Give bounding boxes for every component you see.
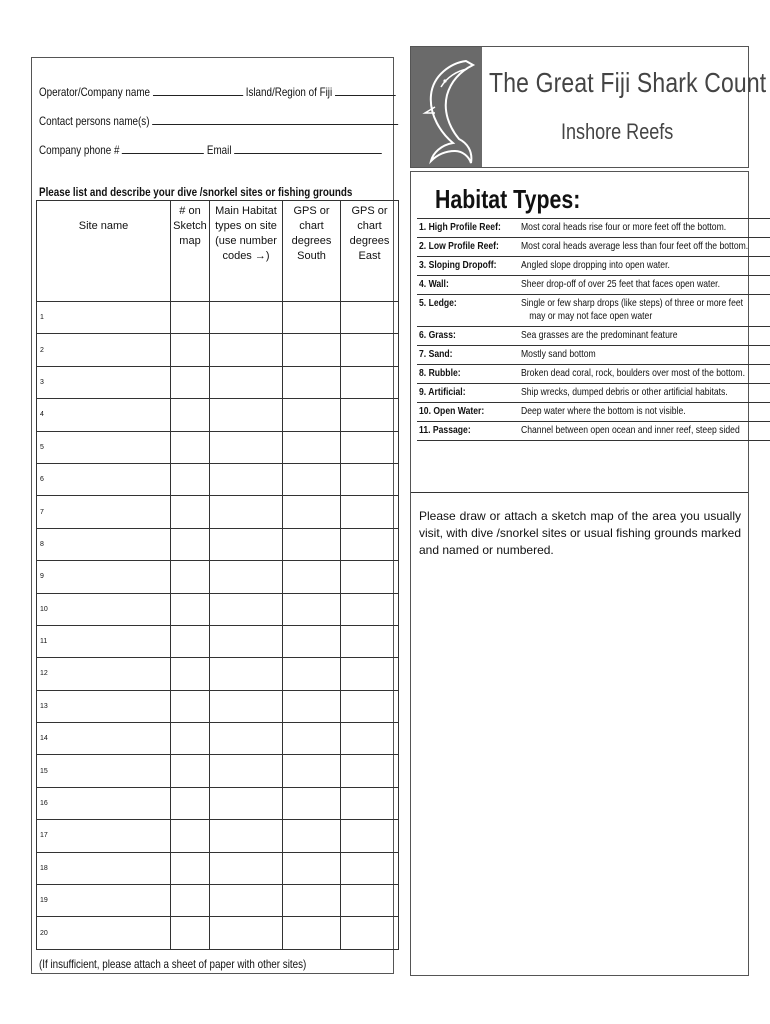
site-name-cell[interactable] [37,755,171,787]
row-number: 1 [40,314,44,322]
row-number: 10 [40,605,48,613]
habitat-code-cell[interactable] [210,787,283,819]
sketch-number-cell[interactable] [171,917,210,949]
habitat-row [417,384,770,403]
row-number: 18 [40,864,48,872]
gps-east-cell[interactable] [341,593,399,625]
row-number: 4 [40,411,44,419]
site-name-cell[interactable] [37,885,171,917]
site-row [37,431,399,463]
gps-south-cell[interactable] [283,334,341,366]
row-number: 20 [40,929,48,937]
gps-south-cell[interactable] [283,820,341,852]
habitat-code-cell[interactable] [210,625,283,657]
operator-label: Operator/Company name [39,85,151,99]
col-habitat-types: Main Habitat types on site (use number codes →) [210,201,283,302]
habitat-term: 3. Sloping Dropoff: [419,259,497,271]
sketch-number-cell[interactable] [171,496,210,528]
gps-south-cell[interactable] [283,625,341,657]
habitat-code-cell[interactable] [210,690,283,722]
row-number: 12 [40,670,48,678]
shark-logo-icon [411,47,482,167]
habitat-term: 6. Grass: [419,329,456,341]
habitat-term: 4. Wall: [419,278,449,290]
row-number: 6 [40,476,44,484]
contact-field[interactable] [152,114,398,125]
site-row [37,561,399,593]
habitat-term: 11. Passage: [419,424,471,436]
habitat-code-cell[interactable] [210,917,283,949]
row-number: 7 [40,508,44,516]
gps-south-cell[interactable] [283,431,341,463]
sites-heading: Please list and describe your dive /snorkel sites or fishing grounds [39,185,353,199]
gps-east-cell[interactable] [341,917,399,949]
habitat-row [417,257,770,276]
sketch-number-cell[interactable] [171,690,210,722]
site-name-cell[interactable] [37,302,171,334]
sketch-number-cell[interactable] [171,561,210,593]
habitat-row [417,403,770,422]
habitat-panel [410,171,749,976]
site-name-cell[interactable] [37,496,171,528]
row-number: 19 [40,897,48,905]
habitat-code-cell[interactable] [210,302,283,334]
phone-label: Company phone # [39,143,120,157]
site-row [37,917,399,949]
sketch-number-cell[interactable] [171,852,210,884]
phone-email-line [39,143,457,157]
sketch-number-cell[interactable] [171,593,210,625]
site-row [37,366,399,398]
habitat-code-cell[interactable] [210,431,283,463]
habitat-table [417,218,770,441]
habitat-term: 9. Artificial: [419,386,466,398]
habitat-code-cell[interactable] [210,852,283,884]
habitat-row [417,238,770,257]
habitat-code-cell[interactable] [210,334,283,366]
habitat-code-cell[interactable] [210,658,283,690]
gps-south-cell[interactable] [283,528,341,560]
gps-east-cell[interactable] [341,658,399,690]
gps-east-cell[interactable] [341,463,399,495]
row-number: 14 [40,735,48,743]
gps-east-cell[interactable] [341,561,399,593]
gps-east-cell[interactable] [341,755,399,787]
sketch-number-cell[interactable] [171,820,210,852]
sketch-number-cell[interactable] [171,723,210,755]
habitat-term: 2. Low Profile Reef: [419,240,499,252]
habitat-term: 1. High Profile Reef: [419,221,501,233]
gps-east-cell[interactable] [341,723,399,755]
habitat-code-cell[interactable] [210,366,283,398]
habitat-row [417,346,770,365]
site-row [37,658,399,690]
sketch-number-cell[interactable] [171,399,210,431]
site-row [37,755,399,787]
brand-subtitle: Inshore Reefs [561,119,674,144]
habitat-code-cell[interactable] [210,885,283,917]
site-row [37,334,399,366]
site-name-cell[interactable] [37,820,171,852]
row-number: 11 [40,638,48,646]
site-row [37,399,399,431]
habitat-description: Broken dead coral, rock, boulders over most of the bottom. [520,367,745,379]
site-row [37,723,399,755]
habitat-code-cell[interactable] [210,820,283,852]
gps-south-cell[interactable] [283,399,341,431]
sites-table-header [37,201,399,302]
habitat-code-cell[interactable] [210,593,283,625]
gps-south-cell[interactable] [283,723,341,755]
sketch-number-cell[interactable] [171,755,210,787]
site-name-cell[interactable] [37,334,171,366]
habitat-row [417,365,770,384]
gps-south-cell[interactable] [283,496,341,528]
site-row [37,463,399,495]
gps-south-cell[interactable] [283,852,341,884]
gps-south-cell[interactable] [283,917,341,949]
gps-south-cell[interactable] [283,561,341,593]
col-site-name: Site name [37,201,171,302]
site-name-cell[interactable] [37,561,171,593]
gps-east-cell[interactable] [341,820,399,852]
site-name-cell[interactable] [37,852,171,884]
habitat-description: Sea grasses are the predominant feature [520,329,678,341]
gps-south-cell[interactable] [283,463,341,495]
site-name-cell[interactable] [37,399,171,431]
gps-east-cell[interactable] [341,625,399,657]
gps-east-cell[interactable] [341,787,399,819]
site-row [37,496,399,528]
gps-south-cell[interactable] [283,755,341,787]
habitat-code-cell[interactable] [210,528,283,560]
gps-east-cell[interactable] [341,399,399,431]
gps-east-cell[interactable] [341,366,399,398]
habitat-term: 7. Sand: [419,348,453,360]
sketch-number-cell[interactable] [171,625,210,657]
site-name-cell[interactable] [37,366,171,398]
site-row [37,690,399,722]
sites-table [36,200,399,950]
habitat-description: Angled slope dropping into open water. [520,259,670,271]
habitat-description: Sheer drop-off of over 25 feet that faces open water. [520,278,720,290]
sketch-number-cell[interactable] [171,302,210,334]
site-name-cell[interactable] [37,528,171,560]
island-label: Island/Region of Fiji [245,85,333,99]
sketch-number-cell[interactable] [171,528,210,560]
row-number: 5 [40,443,44,451]
email-label: Email [206,143,232,157]
row-number: 13 [40,702,48,710]
gps-south-cell[interactable] [283,658,341,690]
sketch-number-cell[interactable] [171,463,210,495]
row-number: 8 [40,540,44,548]
gps-east-cell[interactable] [341,528,399,560]
site-name-cell[interactable] [37,463,171,495]
site-row [37,885,399,917]
site-name-cell[interactable] [37,723,171,755]
col-gps-south: GPS or chart degrees South [283,201,341,302]
habitat-row [417,327,770,346]
site-list-panel [31,57,394,974]
gps-south-cell[interactable] [283,690,341,722]
operator-field[interactable] [153,85,243,96]
gps-east-cell[interactable] [341,496,399,528]
habitat-code-cell[interactable] [210,496,283,528]
gps-east-cell[interactable] [341,431,399,463]
site-row [37,787,399,819]
gps-south-cell[interactable] [283,302,341,334]
site-row [37,820,399,852]
sketch-number-cell[interactable] [171,658,210,690]
gps-south-cell[interactable] [283,885,341,917]
habitat-description: Most coral heads rise four or more feet off the bottom. [520,221,726,233]
habitat-row [417,276,770,295]
email-field[interactable] [234,143,382,154]
row-number: 9 [40,573,44,581]
brand-title: The Great Fiji Shark Count [489,67,767,98]
habitat-row [417,219,770,238]
col-sketch-number: # on Sketch map [171,201,210,302]
habitat-row [417,295,770,327]
habitat-code-cell[interactable] [210,723,283,755]
site-row [37,625,399,657]
sketch-number-cell[interactable] [171,431,210,463]
habitat-description: Mostly sand bottom [520,348,596,360]
gps-south-cell[interactable] [283,787,341,819]
habitat-term: 5. Ledge: [419,297,457,309]
habitat-code-cell[interactable] [210,561,283,593]
operator-island-line [39,85,474,99]
row-number: 3 [40,378,44,386]
sketch-number-cell[interactable] [171,885,210,917]
site-name-cell[interactable] [37,625,171,657]
habitat-row [417,422,770,441]
gps-east-cell[interactable] [341,885,399,917]
habitat-code-cell[interactable] [210,463,283,495]
island-field[interactable] [335,85,396,96]
gps-east-cell[interactable] [341,334,399,366]
gps-east-cell[interactable] [341,852,399,884]
site-name-cell[interactable] [37,917,171,949]
site-row [37,528,399,560]
sites-footnote: (If insufficient, please attach a sheet of paper with other sites) [39,957,307,971]
habitat-description: Ship wrecks, dumped debris or other artificial habitats. [520,386,728,398]
site-name-cell[interactable] [37,787,171,819]
habitat-code-cell[interactable] [210,399,283,431]
habitat-description: Most coral heads average less than four feet off the bottom. [520,240,748,252]
logo-block [411,47,482,167]
row-number: 15 [40,767,48,775]
site-row [37,302,399,334]
gps-east-cell[interactable] [341,302,399,334]
row-number: 16 [40,800,48,808]
gps-south-cell[interactable] [283,366,341,398]
sketch-number-cell[interactable] [171,334,210,366]
habitat-description-cont: may or may not face open water [528,310,652,322]
gps-south-cell[interactable] [283,593,341,625]
habitat-code-cell[interactable] [210,755,283,787]
habitat-description: Channel between open ocean and inner reef, steep sided [520,424,740,436]
contact-label: Contact persons name(s) [39,114,150,128]
gps-east-cell[interactable] [341,690,399,722]
site-name-cell[interactable] [37,690,171,722]
col-gps-east: GPS or chart degrees East [341,201,399,302]
sketch-number-cell[interactable] [171,366,210,398]
site-row [37,593,399,625]
habitat-term: 10. Open Water: [419,405,485,417]
sites-table-body [37,302,399,950]
site-name-cell[interactable] [37,658,171,690]
sketch-instructions: Please draw or attach a sketch map of the area you usually visit, with dive /snorkel sites or usual fishing grounds marked and named or numbered. [419,509,741,557]
row-number: 17 [40,832,48,840]
site-name-cell[interactable] [37,593,171,625]
site-name-cell[interactable] [37,431,171,463]
site-row [37,852,399,884]
phone-field[interactable] [122,143,204,154]
brand-header [410,46,767,168]
habitat-term: 8. Rubble: [419,367,461,379]
habitat-description: Deep water where the bottom is not visible. [520,405,686,417]
divider [411,492,748,493]
habitat-title: Habitat Types: [435,184,581,214]
row-number: 2 [40,346,44,354]
habitat-description: Single or few sharp drops (like steps) of three or more feet [520,297,743,309]
sketch-number-cell[interactable] [171,787,210,819]
